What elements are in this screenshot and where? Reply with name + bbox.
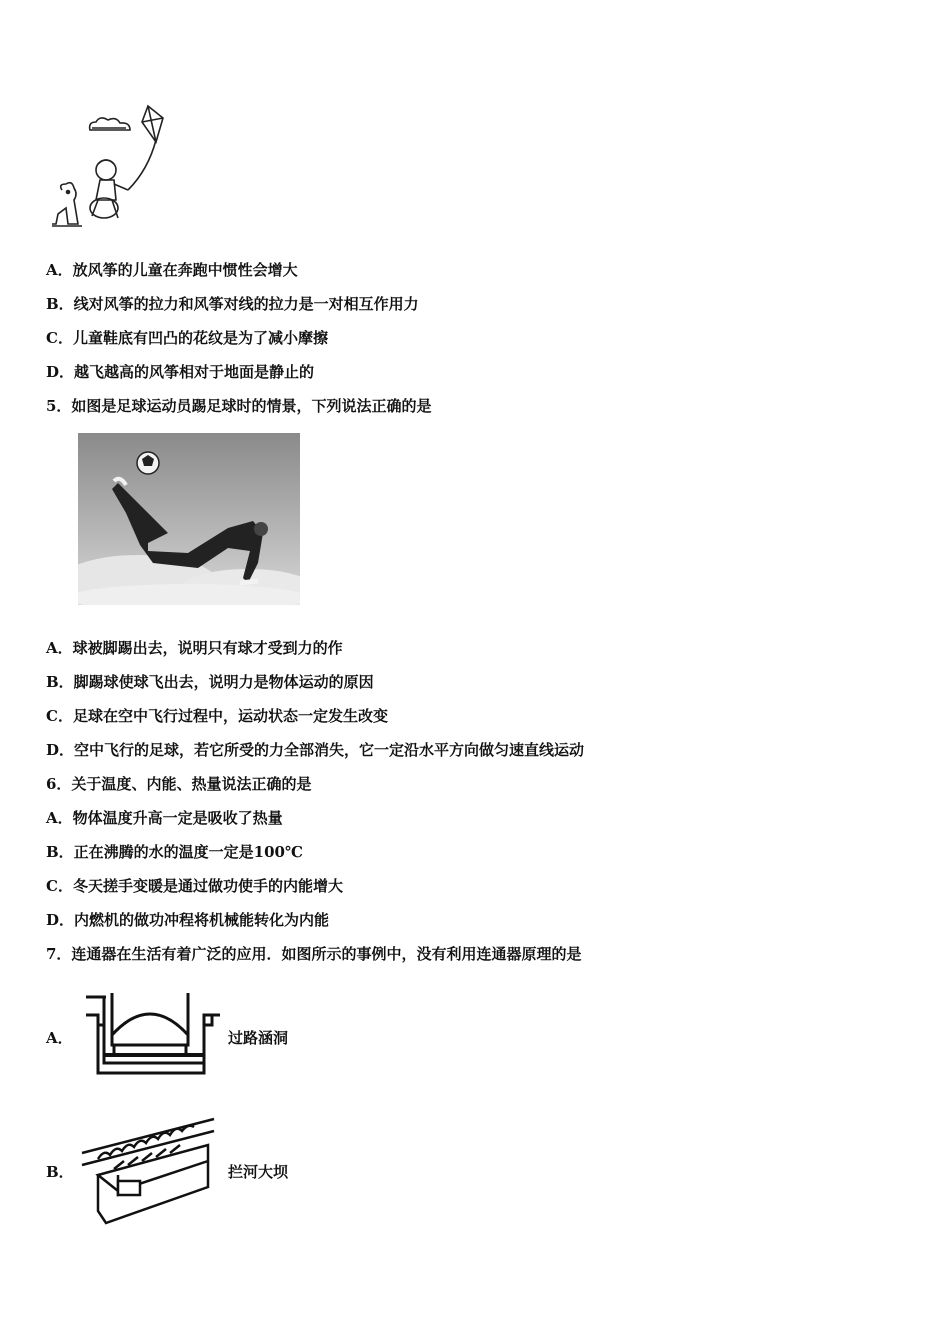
q5-option-c: C．足球在空中飞行过程中，运动状态一定发生改变 [46,707,388,725]
q4-option-a: A．放风筝的儿童在奔跑中惯性会增大 [46,261,298,279]
dam-diagram [78,1115,220,1227]
q5-option-b: B．脚踢球使球飞出去，说明力是物体运动的原因 [46,673,374,691]
q7-option-b-caption: 拦河大坝 [228,1163,289,1181]
q6-option-a: A．物体温度升高一定是吸收了热量 [46,809,283,827]
q7-option-a-letter: A． [46,1029,73,1047]
q6-option-c: C．冬天搓手变暖是通过做功使手的内能增大 [46,877,343,895]
culvert-diagram [84,985,224,1077]
q4-option-c: C．儿童鞋底有凹凸的花纹是为了减小摩擦 [46,329,328,347]
q5-option-a: A．球被脚踢出去，说明只有球才受到力的作 [46,639,343,657]
q5-stem: 5．如图是足球运动员踢足球时的情景，下列说法正确的是 [46,397,432,415]
kite-child-figure [48,100,173,235]
q4-option-b: B．线对风筝的拉力和风筝对线的拉力是一对相互作用力 [46,295,419,313]
q7-stem: 7．连通器在生活有着广泛的应用．如图所示的事例中，没有利用连通器原理的是 [46,945,582,963]
q6-option-b: B．正在沸腾的水的温度一定是100℃ [46,843,303,861]
q6-stem: 6．关于温度、内能、热量说法正确的是 [46,775,312,793]
q7-option-a-caption: 过路涵洞 [228,1029,289,1047]
q7-option-b-letter: B． [46,1163,74,1181]
football-player-photo [78,433,300,605]
q5-option-d: D．空中飞行的足球，若它所受的力全部消失，它一定沿水平方向做匀速直线运动 [46,741,585,759]
q4-option-d: D．越飞越高的风筝相对于地面是静止的 [46,363,315,381]
q6-option-d: D．内燃机的做功冲程将机械能转化为内能 [46,911,330,929]
